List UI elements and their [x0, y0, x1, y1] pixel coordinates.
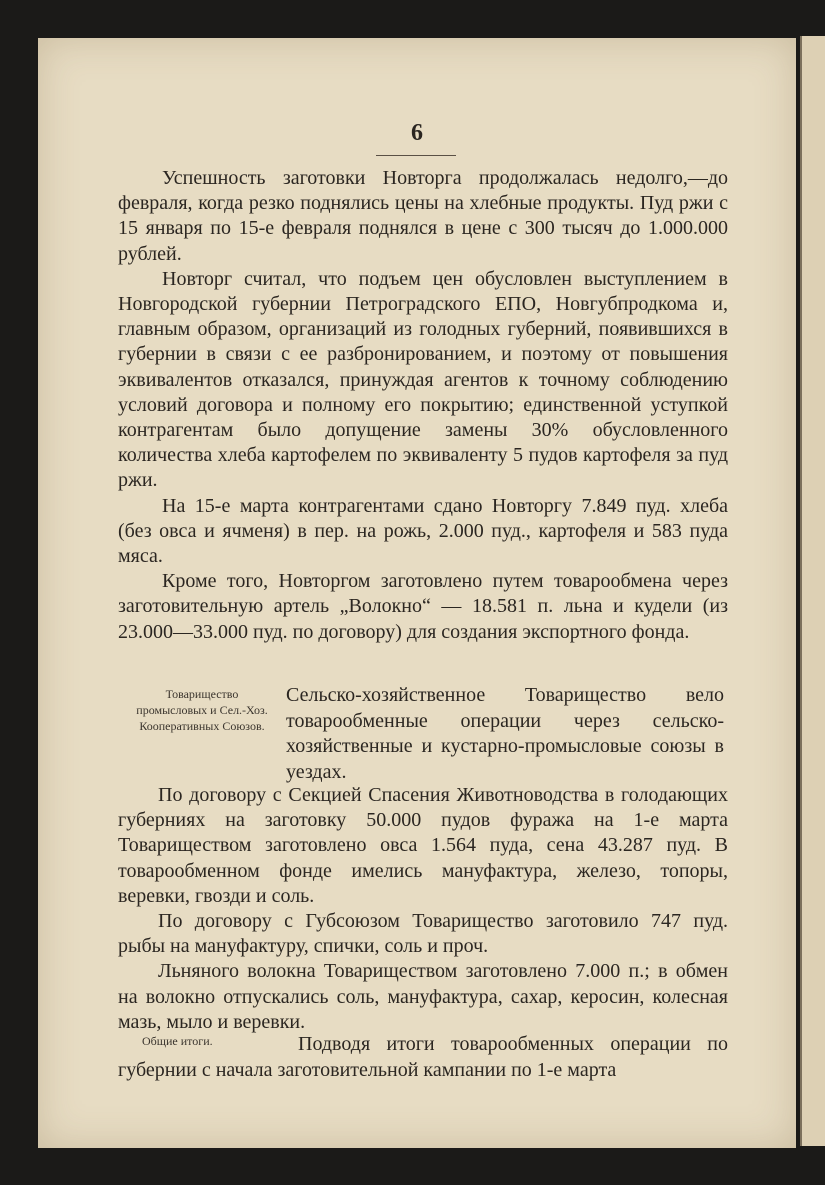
- paragraph: Успешность заготовки Новторга продолжалась недолго,—до февраля, когда резко поднялись цены на хлебные продукты. Пуд ржи с 15 января по 15-е февраля поднялся в цене с 300 тысяч до 1.000.000 рублей.: [118, 167, 728, 265]
- next-page-edge: [800, 36, 825, 1146]
- paragraph-totals-text: Подводя итоги товарообменных операции по губернии с начала заготовительной кампании по 1-е марта: [118, 1033, 728, 1081]
- text-block-middle: [118, 783, 728, 1035]
- paragraph: На 15-е марта контрагентами сдано Новторгу 7.849 пуд. хлеба (без овса и ячменя) в пер. на рожь, 2.000 пуд., картофеля и 583 пуда мяса.: [118, 494, 728, 568]
- document-page: [38, 38, 796, 1148]
- paragraph: По договору с Губсоюзом Товарищество заготовило 747 пуд. рыбы на мануфактуру, спички, соль и проч.: [118, 910, 728, 958]
- text-block-top: [118, 166, 728, 645]
- page-number-rule: [376, 155, 456, 156]
- paragraph: По договору с Секцией Спасения Животноводства в голодающих губерниях на заготовку 50.000 пудов фуража на 1-е марта Товариществом заготовлено овса 1.564 пуда, сена 43.287 пуд. В товарообменном фонде имелись мануфактура, железо, топоры, веревки, гвозди и соль.: [118, 784, 728, 907]
- paragraph-cooperative: Сельско-хозяйственное Товарищество вело товарообменные операции через сельско-хозяйственные и кустарно-промысловые союзы в уездах.: [286, 684, 724, 783]
- paragraph: Кроме того, Новторгом заготовлено путем товарообмена через заготовительную артель „Волокно“ — 18.581 п. льна и кудели (из 23.000—33.000 пуд. по договору) для создания экспортного фонда.: [118, 570, 728, 643]
- paragraph-totals: [118, 1032, 728, 1083]
- paragraph: Новторг считал, что подъем цен обусловлен выступлением в Новгородской губернии Петроградского ЕПО, Новгубпродкома и, главным образом, организаций из голодных губерний, появившихся в губернии в связи с ее разбронированием, и поэтому от повышения эквивалентов отказался, принуждая агентов к точному соблюдению условий договора и полному его покрытию; единственной уступкой контрагентам было допущение замены 30% обусловленного количества хлеба картофелем по эквиваленту 5 пудов картофеля за пуд ржи.: [118, 267, 728, 492]
- margin-note-cooperative: Товарищество промысловых и Сел.-Хоз. Кооперативных Союзов.: [136, 687, 268, 733]
- margin-note-totals: Общие итоги.: [142, 1034, 213, 1048]
- page-number: 6: [411, 120, 423, 146]
- paragraph: Льняного волокна Товариществом заготовлено 7.000 п.; в обмен на волокно отпускались соль, мануфактура, сахар, керосин, колесная мазь, мыло и веревки.: [118, 960, 728, 1033]
